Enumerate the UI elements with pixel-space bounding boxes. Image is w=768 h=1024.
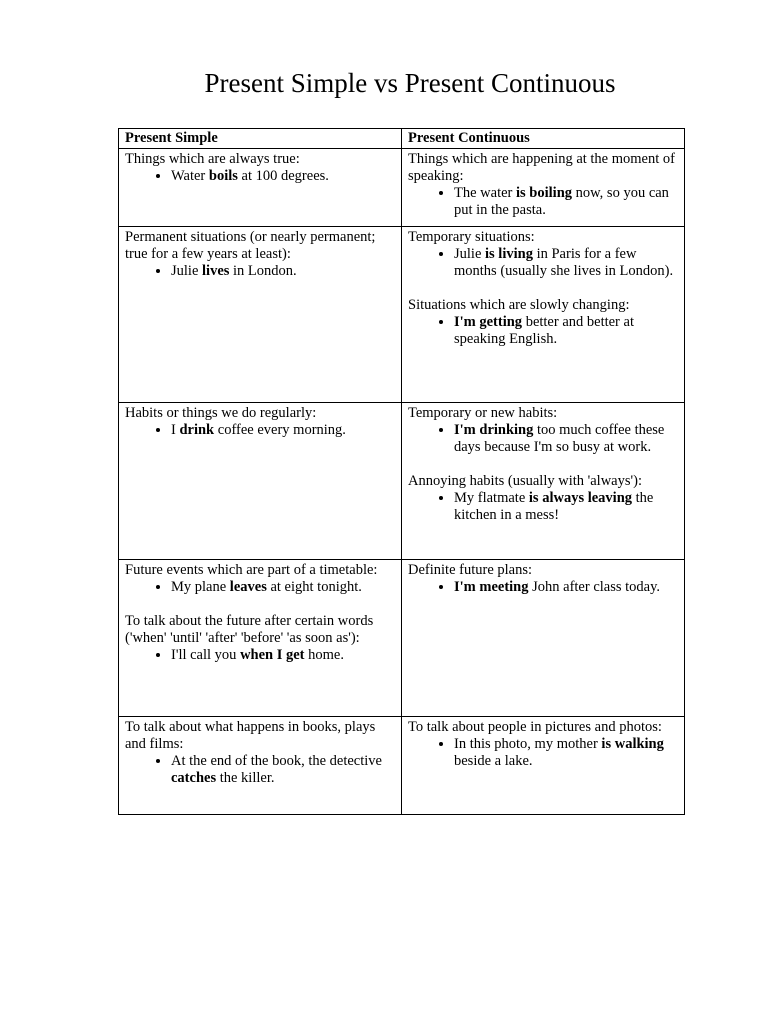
example-text: At the end of the book, the detective <box>171 753 382 769</box>
table-row <box>119 560 685 717</box>
example-list <box>125 579 395 596</box>
block-gap <box>408 280 678 297</box>
verb-highlight: is walking <box>601 736 664 752</box>
usage-label: Permanent situations (or nearly permanent; true for a few years at least): <box>125 229 376 262</box>
header-present-simple: Present Simple <box>119 129 402 149</box>
table-row <box>119 149 685 227</box>
example-text: I'll call you <box>171 647 241 663</box>
grammar-table <box>118 128 685 815</box>
example-item <box>171 647 395 664</box>
example-list <box>408 490 678 524</box>
verb-highlight: is always leaving <box>528 490 633 506</box>
example-item <box>171 753 395 787</box>
verb-highlight: is living <box>485 246 533 262</box>
table-row <box>119 403 685 560</box>
block-gap <box>125 596 395 613</box>
present-continuous-cell <box>402 560 685 717</box>
example-text: the killer. <box>216 770 275 786</box>
verb-highlight: when I get <box>240 647 305 663</box>
header-present-continuous: Present Continuous <box>402 129 685 149</box>
usage-label: To talk about people in pictures and photos: <box>408 719 662 735</box>
verb-highlight: catches <box>171 770 217 786</box>
usage-label: Definite future plans: <box>408 562 533 578</box>
verb-highlight: I'm getting <box>454 314 523 330</box>
present-simple-cell <box>119 717 402 815</box>
usage-label: Temporary situations: <box>408 229 535 245</box>
table-row <box>119 227 685 403</box>
example-text: at 100 degrees. <box>237 168 329 184</box>
example-list <box>125 422 395 439</box>
present-simple-cell <box>119 403 402 560</box>
example-item <box>454 579 678 596</box>
present-continuous-cell <box>402 227 685 403</box>
verb-highlight: I'm meeting <box>454 579 529 595</box>
example-list <box>408 579 678 596</box>
example-item <box>171 422 395 439</box>
example-text: better and better at speaking English. <box>454 314 634 347</box>
example-text: too much coffee these days because I'm so busy at work. <box>454 422 665 455</box>
verb-highlight: is boiling <box>516 185 573 201</box>
example-item <box>171 168 395 185</box>
example-text: coffee every morning. <box>214 422 346 438</box>
usage-label: Temporary or new habits: <box>408 405 558 421</box>
present-continuous-cell <box>402 403 685 560</box>
present-simple-cell <box>119 149 402 227</box>
example-text: in London. <box>229 263 297 279</box>
usage-label: Things which are happening at the moment of speaking: <box>408 151 675 184</box>
example-text: In this photo, my mother <box>454 736 602 752</box>
verb-highlight: leaves <box>229 579 267 595</box>
example-list <box>408 314 678 348</box>
usage-label: Annoying habits (usually with 'always'): <box>408 473 642 489</box>
verb-highlight: boils <box>208 168 238 184</box>
example-list <box>408 422 678 456</box>
example-text: John after class today. <box>528 579 661 595</box>
example-item <box>454 422 678 456</box>
example-item <box>454 185 678 219</box>
verb-highlight: lives <box>202 263 230 279</box>
usage-label: Things which are always true: <box>125 151 300 167</box>
present-continuous-cell <box>402 717 685 815</box>
header-row <box>119 129 685 149</box>
example-item <box>454 736 678 770</box>
usage-label: Habits or things we do regularly: <box>125 405 317 421</box>
usage-label: Situations which are slowly changing: <box>408 297 630 313</box>
example-list <box>125 647 395 664</box>
example-item <box>171 263 395 280</box>
example-list <box>125 168 395 185</box>
usage-label: To talk about the future after certain words ('when' 'until' 'after' 'before' 'as soon as'): <box>125 613 374 646</box>
present-simple-cell <box>119 560 402 717</box>
page-title: Present Simple vs Present Continuous <box>204 68 616 98</box>
example-item <box>454 314 678 348</box>
example-text: Julie <box>454 246 486 262</box>
verb-highlight: drink <box>179 422 215 438</box>
example-text: now, so you can put in the pasta. <box>454 185 669 218</box>
example-text: Water <box>171 168 209 184</box>
present-simple-cell <box>119 227 402 403</box>
example-list <box>408 185 678 219</box>
example-text: the kitchen in a mess! <box>454 490 654 523</box>
example-item <box>454 246 678 280</box>
example-text: beside a lake. <box>454 753 533 769</box>
example-item <box>171 579 395 596</box>
table-row <box>119 717 685 815</box>
example-text: Julie <box>171 263 203 279</box>
example-list <box>408 736 678 770</box>
verb-highlight: I'm drinking <box>454 422 534 438</box>
example-text: My flatmate <box>454 490 529 506</box>
example-text: My plane <box>171 579 230 595</box>
usage-label: To talk about what happens in books, plays and films: <box>125 719 376 752</box>
example-list <box>125 753 395 787</box>
usage-label: Future events which are part of a timetable: <box>125 562 378 578</box>
example-text: in Paris for a few months (usually she lives in London). <box>454 246 674 279</box>
example-item <box>454 490 678 524</box>
example-list <box>408 246 678 280</box>
example-text: at eight tonight. <box>266 579 362 595</box>
example-list <box>125 263 395 280</box>
example-text: home. <box>304 647 344 663</box>
block-gap <box>408 456 678 473</box>
example-text: I <box>171 422 180 438</box>
example-text: The water <box>454 185 516 201</box>
present-continuous-cell <box>402 149 685 227</box>
